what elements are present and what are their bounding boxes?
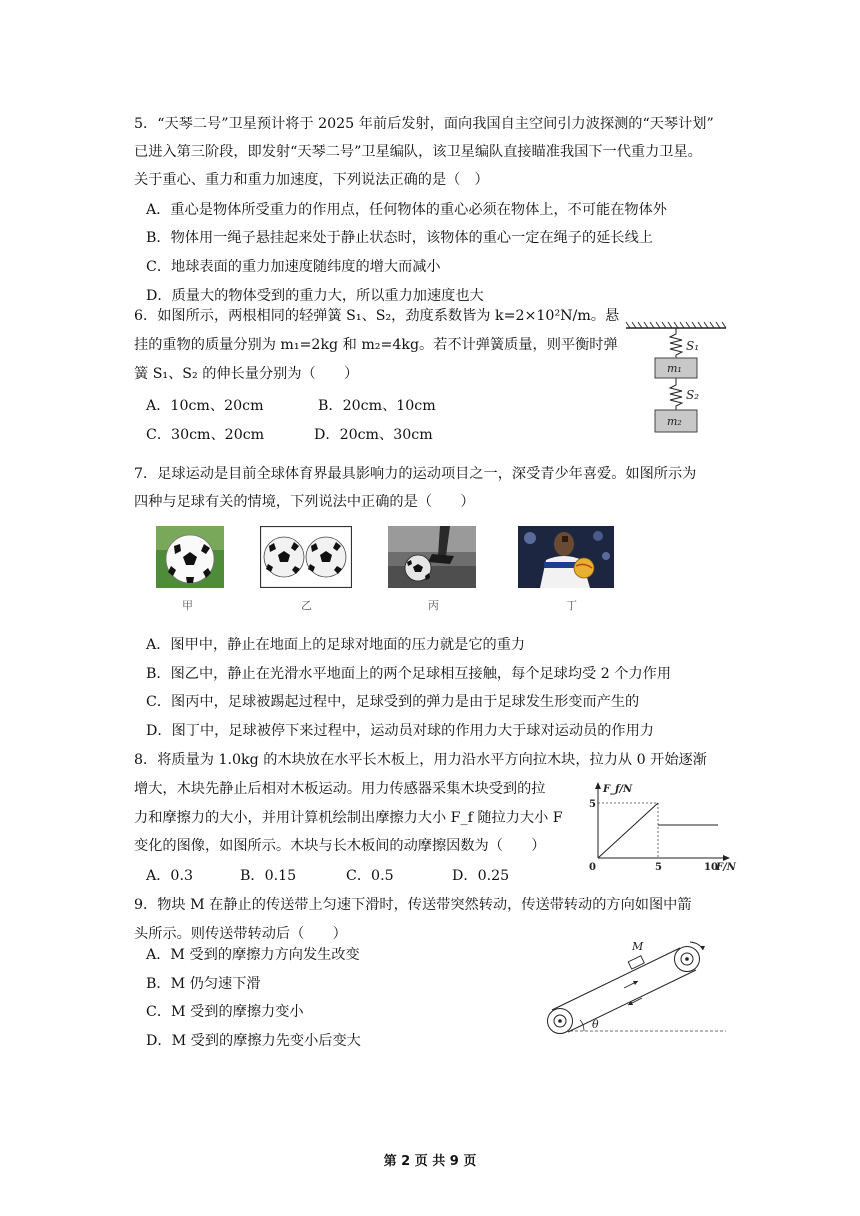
x-tick-label-end: 10	[704, 862, 718, 872]
q6-option-d: D．20cm、30cm	[314, 427, 433, 443]
block-m	[628, 956, 644, 969]
q5-line3: 关于重心、重力和重力加速度，下列说法正确的是（ ）	[134, 172, 489, 188]
q5-line1: 5．“天琴二号”卫星预计将于 2025 年前后发射，面向我国自主空间引力波探测的“天琴计划”	[134, 116, 714, 132]
q7-option-d: D．图丁中，足球被停下来过程中，运动员对球的作用力大于球对运动员的作用力	[146, 723, 654, 739]
q8-line4: 变化的图像，如图所示。木块与长木板间的动摩擦因数为（ ）	[134, 838, 546, 854]
conveyor-figure	[540, 936, 730, 1038]
q9-option-b: B．M 仍匀速下滑	[146, 976, 261, 992]
q9-line2: 头所示。则传送带转动后（ ）	[134, 926, 347, 942]
caption-ding: 丁	[566, 599, 577, 612]
q9-option-a: A．M 受到的摩擦力方向发生改变	[146, 947, 360, 963]
q6-option-c: C．30cm、20cm	[146, 427, 265, 443]
q6-line1: 6．如图所示，两根相同的轻弹簧 S₁、S₂，劲度系数皆为 k=2×10²N/m。悬	[134, 308, 620, 324]
photo-bing	[388, 526, 476, 588]
photo-yi	[260, 526, 352, 588]
q6-option-b: B．20cm、10cm	[318, 398, 436, 414]
belt-lower	[568, 970, 696, 1032]
q7-line1: 7．足球运动是目前全球体育界最具影响力的运动项目之一，深受青少年喜爱。如图所示为	[134, 466, 697, 482]
spring-figure	[624, 318, 728, 440]
q6-option-a: A．10cm、20cm	[146, 398, 264, 414]
label-s1: S₁	[686, 339, 700, 353]
page-footer: 第 2 页 共 9 页	[383, 1154, 477, 1169]
belt-upper	[552, 948, 680, 1010]
q9-line1: 9．物块 M 在静止的传送带上匀速下滑时，传送带突然转动，传送带转动的方向如图中箭	[134, 897, 692, 913]
y-axis-label: F_f/N	[603, 784, 633, 795]
q7-line2: 四种与足球有关的情境，下列说法中正确的是（ ）	[134, 494, 475, 510]
y-axis-arrow	[595, 782, 601, 789]
q5-line2: 已进入第三阶段，即发射“天琴二号”卫星编队，该卫星编队直接瞄准我国下一代重力卫星。	[134, 144, 702, 160]
q9-option-c: C．M 受到的摩擦力变小	[146, 1004, 304, 1020]
q7-option-a: A．图甲中，静止在地面上的足球对地面的压力就是它的重力	[146, 637, 526, 653]
y-tick-label: 5	[589, 799, 596, 810]
q8-line2: 增大，木块先静止后相对木板运动。用力传感器采集木块受到的拉	[134, 781, 546, 797]
caption-yi: 乙	[301, 599, 312, 612]
q6-line2: 挂的重物的质量分别为 m₁=2kg 和 m₂=4kg。若不计弹簧质量，则平衡时弹	[134, 337, 618, 353]
x-axis-label: F/N	[716, 862, 736, 872]
origin-label: 0	[589, 862, 596, 872]
label-s2: S₂	[686, 388, 700, 402]
caption-jia: 甲	[182, 599, 193, 612]
q8-line3: 力和摩擦力的大小，并用计算机绘制出摩擦力大小 F_f 随拉力大小 F	[134, 810, 563, 826]
friction-chart	[586, 780, 746, 872]
q8-option-a: A．0.3	[146, 868, 193, 884]
q9-option-d: D．M 受到的摩擦力先变小后变大	[146, 1033, 361, 1049]
q5-option-d: D．质量大的物体受到的重力大，所以重力加速度也大	[146, 288, 484, 304]
x-axis-arrow	[723, 855, 730, 861]
q5-option-b: B．物体用一绳子悬挂起来处于静止状态时，该物体的重心一定在绳子的延长线上	[146, 230, 653, 246]
photo-ding	[518, 526, 614, 588]
q5-option-a: A．重心是物体所受重力的作用点，任何物体的重心必须在物体上，不可能在物体外	[146, 202, 667, 218]
label-theta: θ	[592, 1018, 599, 1031]
x-tick-label-mid: 5	[655, 862, 662, 872]
label-m1: m₁	[667, 362, 682, 375]
series-static-segment	[598, 803, 658, 858]
q8-option-d: D．0.25	[452, 868, 510, 884]
q7-option-c: C．图丙中，足球被踢起过程中，足球受到的弹力是由于足球发生形变而产生的	[146, 694, 640, 710]
photo-jia	[156, 526, 224, 588]
q8-line1: 8．将质量为 1.0kg 的木块放在水平长木板上，用力沿水平方向拉木块，拉力从 0 开始逐渐	[134, 752, 707, 768]
q5-option-c: C．地球表面的重力加速度随纬度的增大而减小	[146, 259, 441, 275]
q7-option-b: B．图乙中，静止在光滑水平地面上的两个足球相互接触，每个足球均受 2 个力作用	[146, 666, 672, 682]
caption-bing: 丙	[428, 599, 439, 612]
q8-option-b: B．0.15	[240, 868, 297, 884]
spring-s1	[670, 328, 682, 358]
label-m2: m₂	[667, 415, 682, 428]
q6-line3: 簧 S₁、S₂ 的伸长量分别为（ ）	[134, 366, 359, 382]
q8-option-c: C．0.5	[346, 868, 394, 884]
spring-s2	[670, 378, 682, 410]
label-m: M	[632, 940, 644, 953]
